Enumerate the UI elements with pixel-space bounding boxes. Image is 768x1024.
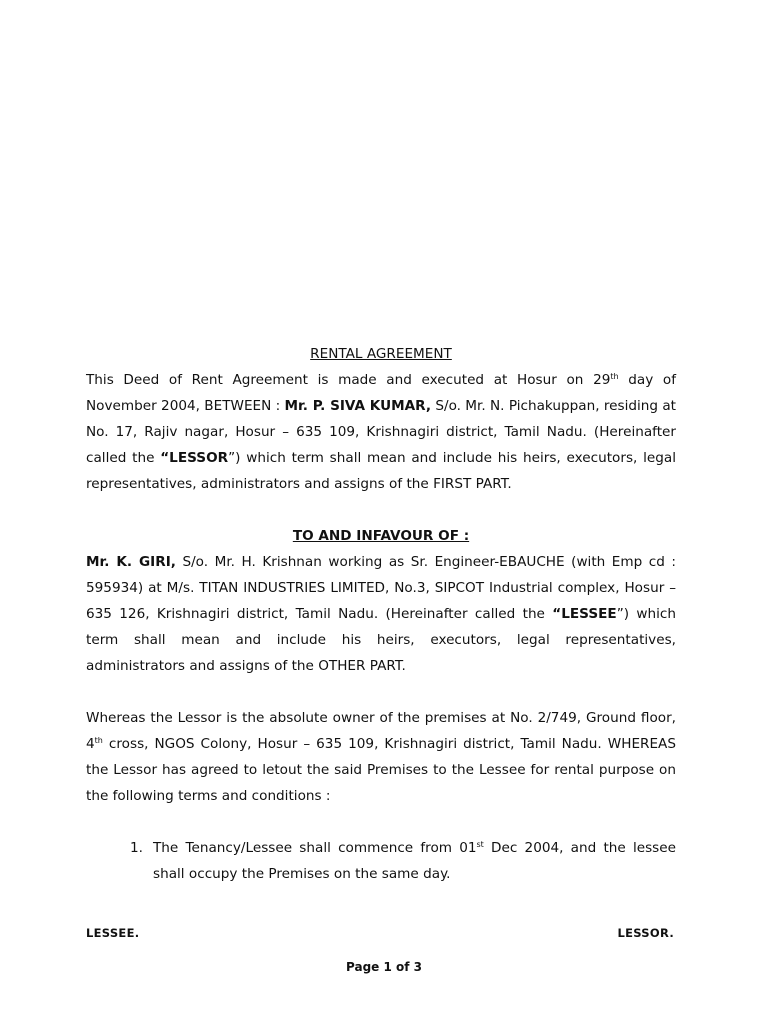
term-superscript: st xyxy=(476,840,484,849)
spacer xyxy=(86,497,676,523)
whereas-text-1: Whereas the Lessor is the absolute owner of the premises at No. 2/749, Ground floor, 4 xyxy=(86,710,676,752)
document-title: RENTAL AGREEMENT xyxy=(310,346,452,362)
signature-row xyxy=(86,926,676,948)
lessee-text-2: ”) which term shall mean and include his heirs, executors, legal representatives, administrators and assigns of the OTHER PART. xyxy=(86,606,676,674)
terms-list xyxy=(86,835,676,887)
lessor-name: Mr. P. SIVA KUMAR, xyxy=(284,398,432,414)
whereas-text-2: cross, NGOS Colony, Hosur – 635 109, Krishnagiri district, Tamil Nadu. WHEREAS the Lessor has agreed to letout the said Premises to the Lessee for rental purpose on the following terms and conditions : xyxy=(86,736,676,804)
intro-text-2: day of November 2004, BETWEEN : xyxy=(86,372,676,414)
intro-text-4: ”) which term shall mean and include his heirs, executors, legal representatives, administrators and assigns of the FIRST PART. xyxy=(86,450,676,492)
document-body xyxy=(86,341,676,887)
term-text-2: Dec 2004, and the lessee shall occupy the Premises on the same day. xyxy=(153,840,676,882)
whereas-paragraph xyxy=(86,705,676,809)
intro-paragraph xyxy=(86,367,676,497)
page-number: Page 1 of 3 xyxy=(346,960,422,974)
intro-superscript: th xyxy=(610,372,619,381)
lessee-name: Mr. K. GIRI, xyxy=(86,554,176,570)
lessee-signature-label: LESSEE. xyxy=(86,926,140,940)
spacer xyxy=(86,679,676,705)
lessee-term: “LESSEE xyxy=(552,606,617,622)
lessee-paragraph xyxy=(86,549,676,679)
term-text-1: The Tenancy/Lessee shall commence from 01 xyxy=(153,840,477,856)
intro-text-1: This Deed of Rent Agreement is made and executed at Hosur on 29 xyxy=(86,372,611,388)
whereas-superscript: th xyxy=(94,736,103,745)
lessor-term: “LESSOR xyxy=(160,450,229,466)
list-item xyxy=(86,835,676,887)
intro-text-3: S/o. Mr. N. Pichakuppan, residing at No. 17, Rajiv nagar, Hosur – 635 109, Krishnagiri district, Tamil Nadu. (Hereinafter called the xyxy=(86,398,676,466)
list-item-number: 1. xyxy=(130,840,143,856)
lessor-signature-label: LESSOR. xyxy=(617,926,674,940)
spacer xyxy=(86,809,676,835)
document-subtitle: TO AND INFAVOUR OF : xyxy=(292,528,470,544)
lessee-text-1: S/o. Mr. H. Krishnan working as Sr. Engineer-EBAUCHE (with Emp cd : 595934) at M/s. TITAN INDUSTRIES LIMITED, No.3, SIPCOT Industrial complex, Hosur – 635 126, Krishnagiri district, Tamil Nadu. (Hereinafter called the xyxy=(86,554,676,622)
